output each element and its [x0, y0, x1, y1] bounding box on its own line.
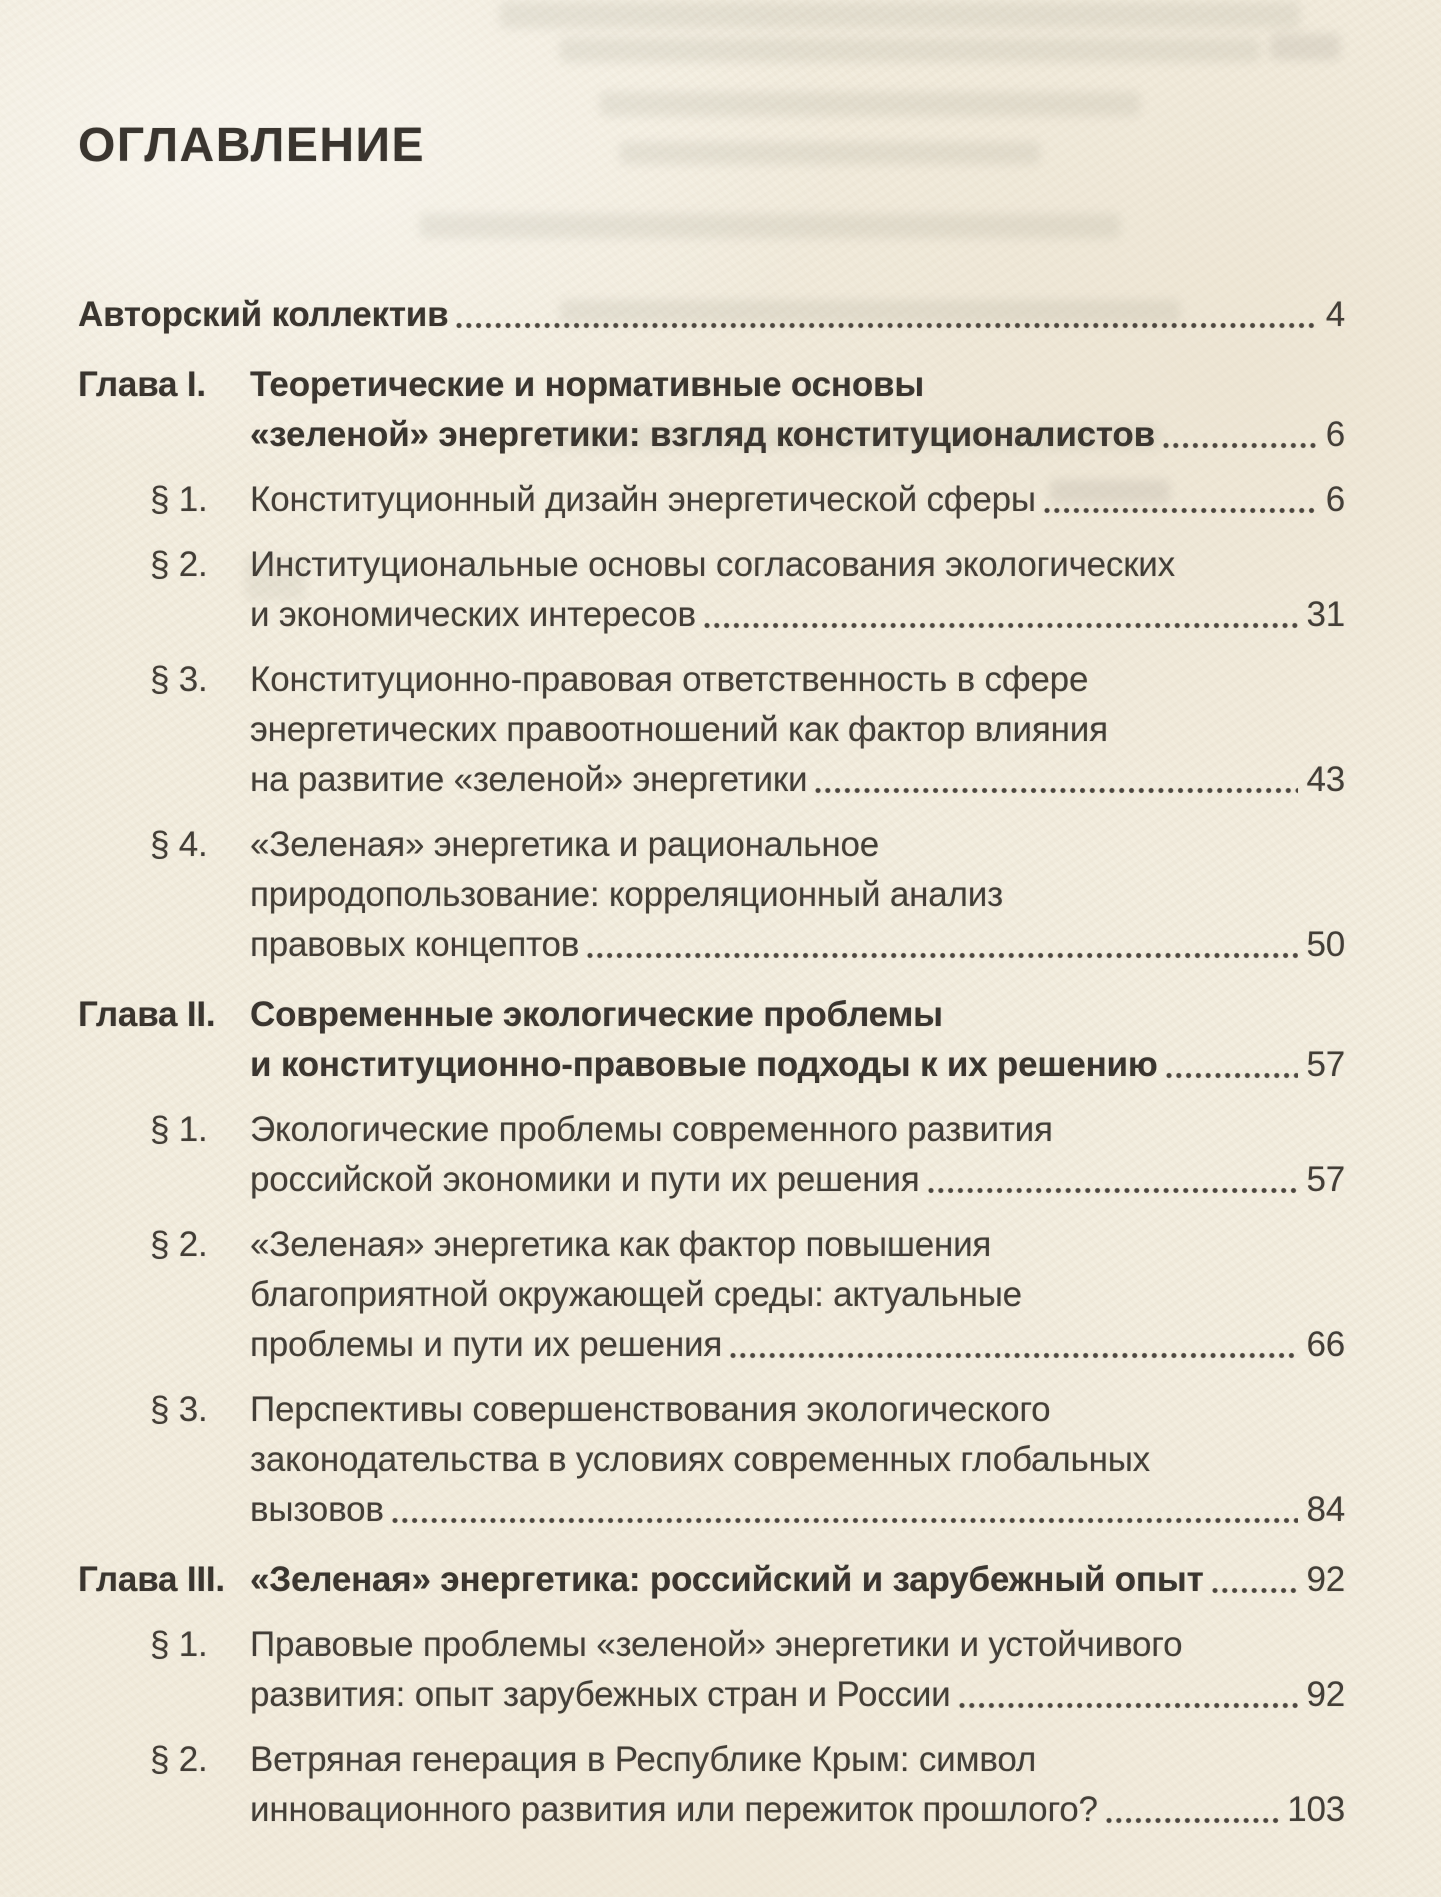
- bleedthrough-mark: [560, 38, 1260, 62]
- dot-leader: [730, 1352, 1298, 1359]
- toc-entry-lines: [78, 290, 1345, 340]
- toc-entry: [78, 1220, 1345, 1370]
- toc-line: [250, 1040, 1345, 1090]
- page-number: 57: [1306, 1160, 1345, 1199]
- toc-line-text: вызовов: [250, 1490, 384, 1529]
- bleedthrough-mark: [1270, 34, 1340, 60]
- toc-line-text: Современные экологические проблемы: [250, 995, 943, 1034]
- toc-entry: [78, 820, 1345, 970]
- dot-leader: [815, 787, 1298, 794]
- toc-entry-label: § 2.: [150, 545, 208, 584]
- toc-entry-label: § 1.: [150, 480, 208, 519]
- toc-line: [250, 540, 1345, 590]
- dot-leader: [1044, 507, 1318, 514]
- toc-line: [250, 655, 1345, 705]
- toc-line-text: природопользование: корреляционный анализ: [250, 875, 1003, 914]
- dot-leader: [1212, 1587, 1299, 1594]
- toc-line: [250, 1320, 1345, 1370]
- toc-entry-lines: [250, 990, 1345, 1090]
- toc-entry-label: § 2.: [150, 1225, 208, 1264]
- dot-leader: [959, 1702, 1299, 1709]
- toc-line-text: проблемы и пути их решения: [250, 1325, 723, 1364]
- toc-line-text: «Зеленая» энергетика как фактор повышения: [250, 1225, 992, 1264]
- toc-line: [250, 870, 1345, 920]
- toc-entry: [78, 990, 1345, 1090]
- toc-entry-lines: [250, 655, 1345, 805]
- toc-entry-lines: [250, 540, 1345, 640]
- toc-entry-lines: [250, 1735, 1345, 1835]
- toc-line-text: энергетических правоотношений как фактор влияния: [250, 710, 1108, 749]
- page-number: 4: [1325, 295, 1345, 334]
- toc-entry: [78, 290, 1345, 340]
- toc-line-text: Институциональные основы согласования экологических: [250, 545, 1175, 584]
- toc-entry-lines: [250, 1220, 1345, 1370]
- toc-line-text: на развитие «зеленой» энергетики: [250, 760, 808, 799]
- dot-leader: [392, 1517, 1299, 1524]
- toc-line: [250, 1270, 1345, 1320]
- toc-line-text: Авторский коллектив: [78, 295, 449, 334]
- toc-line-text: «Зеленая» энергетика и рациональное: [250, 825, 879, 864]
- toc-line: [250, 1105, 1345, 1155]
- toc-line: [250, 1785, 1345, 1835]
- toc-line: [250, 475, 1345, 525]
- toc-entry: [78, 1735, 1345, 1835]
- toc-line: [250, 820, 1345, 870]
- toc-entry-label: Глава I.: [78, 365, 206, 404]
- toc-line: [250, 920, 1345, 970]
- toc-entry: [78, 1385, 1345, 1535]
- toc-entry-lines: [250, 1555, 1345, 1605]
- toc-line-text: благоприятной окружающей среды: актуальные: [250, 1275, 1022, 1314]
- toc-line: [250, 410, 1345, 460]
- toc-entry: [78, 540, 1345, 640]
- dot-leader: [587, 952, 1298, 959]
- page-number: 43: [1306, 760, 1345, 799]
- toc-line-text: Перспективы совершенствования экологического: [250, 1390, 1051, 1429]
- toc-entry: [78, 360, 1345, 460]
- bleedthrough-mark: [420, 214, 1120, 238]
- toc-line: [250, 705, 1345, 755]
- toc-entry-lines: [250, 360, 1345, 460]
- toc-entry: [78, 1105, 1345, 1205]
- toc-line: [78, 290, 1345, 340]
- toc-line-text: «Зеленая» энергетика: российский и зарубежный опыт: [250, 1560, 1204, 1599]
- table-of-contents: [78, 290, 1345, 1835]
- toc-entry-lines: [250, 475, 1345, 525]
- toc-line: [250, 360, 1345, 410]
- toc-entry: [78, 1620, 1345, 1720]
- dot-leader: [1163, 442, 1318, 449]
- page-number: 6: [1325, 415, 1345, 454]
- toc-line-text: инновационного развития или пережиток прошлого?: [250, 1790, 1098, 1829]
- toc-line: [250, 1485, 1345, 1535]
- page-number: 84: [1306, 1490, 1345, 1529]
- toc-entry-label: § 1.: [150, 1110, 208, 1149]
- toc-entry-label: § 2.: [150, 1740, 208, 1779]
- toc-line-text: российской экономики и пути их решения: [250, 1160, 920, 1199]
- dot-leader: [704, 622, 1299, 629]
- toc-entry-lines: [250, 1620, 1345, 1720]
- toc-line: [250, 755, 1345, 805]
- toc-line-text: Экологические проблемы современного развития: [250, 1110, 1053, 1149]
- toc-line-text: и экономических интересов: [250, 595, 696, 634]
- toc-line: [250, 1220, 1345, 1270]
- toc-entry-label: § 4.: [150, 825, 208, 864]
- toc-line-text: Ветряная генерация в Республике Крым: символ: [250, 1740, 1037, 1779]
- toc-line: [250, 1735, 1345, 1785]
- toc-line-text: и конституционно-правовые подходы к их решению: [250, 1045, 1158, 1084]
- toc-line: [250, 1555, 1345, 1605]
- toc-line-text: Конституционный дизайн энергетической сферы: [250, 480, 1036, 519]
- page-number: 92: [1306, 1560, 1345, 1599]
- toc-line-text: законодательства в условиях современных глобальных: [250, 1440, 1150, 1479]
- bleedthrough-mark: [500, 2, 1300, 28]
- toc-entry-label: § 1.: [150, 1625, 208, 1664]
- toc-entry: [78, 475, 1345, 525]
- toc-entry-lines: [250, 1105, 1345, 1205]
- dot-leader: [1106, 1817, 1279, 1824]
- page-number: 103: [1287, 1790, 1345, 1829]
- page-number: 66: [1306, 1325, 1345, 1364]
- toc-line: [250, 1620, 1345, 1670]
- page-title: ОГЛАВЛЕНИЕ: [78, 119, 426, 172]
- dot-leader: [1166, 1072, 1299, 1079]
- toc-line-text: правовых концептов: [250, 925, 580, 964]
- toc-line: [250, 1435, 1345, 1485]
- toc-line-text: «зеленой» энергетики: взгляд конституционалистов: [250, 415, 1155, 454]
- dot-leader: [456, 322, 1317, 329]
- toc-entry-lines: [250, 820, 1345, 970]
- toc-line-text: Теоретические и нормативные основы: [250, 365, 925, 404]
- page-number: 31: [1306, 595, 1345, 634]
- toc-line: [250, 590, 1345, 640]
- page-number: 50: [1306, 925, 1345, 964]
- toc-entry-lines: [250, 1385, 1345, 1535]
- toc-line-text: развития: опыт зарубежных стран и России: [250, 1675, 951, 1714]
- toc-line-text: Правовые проблемы «зеленой» энергетики и устойчивого: [250, 1625, 1183, 1664]
- toc-entry-label: § 3.: [150, 1390, 208, 1429]
- toc-entry: [78, 655, 1345, 805]
- page-number: 6: [1325, 480, 1345, 519]
- bleedthrough-mark: [600, 92, 1140, 116]
- page-number: 92: [1306, 1675, 1345, 1714]
- toc-line: [250, 1155, 1345, 1205]
- dot-leader: [928, 1187, 1299, 1194]
- toc-line: [250, 1670, 1345, 1720]
- toc-entry-label: § 3.: [150, 660, 208, 699]
- page-number: 57: [1306, 1045, 1345, 1084]
- toc-entry-label: Глава III.: [78, 1560, 225, 1599]
- toc-line: [250, 990, 1345, 1040]
- toc-line: [250, 1385, 1345, 1435]
- toc-entry-label: Глава II.: [78, 995, 216, 1034]
- toc-entry: [78, 1555, 1345, 1605]
- toc-line-text: Конституционно-правовая ответственность в сфере: [250, 660, 1089, 699]
